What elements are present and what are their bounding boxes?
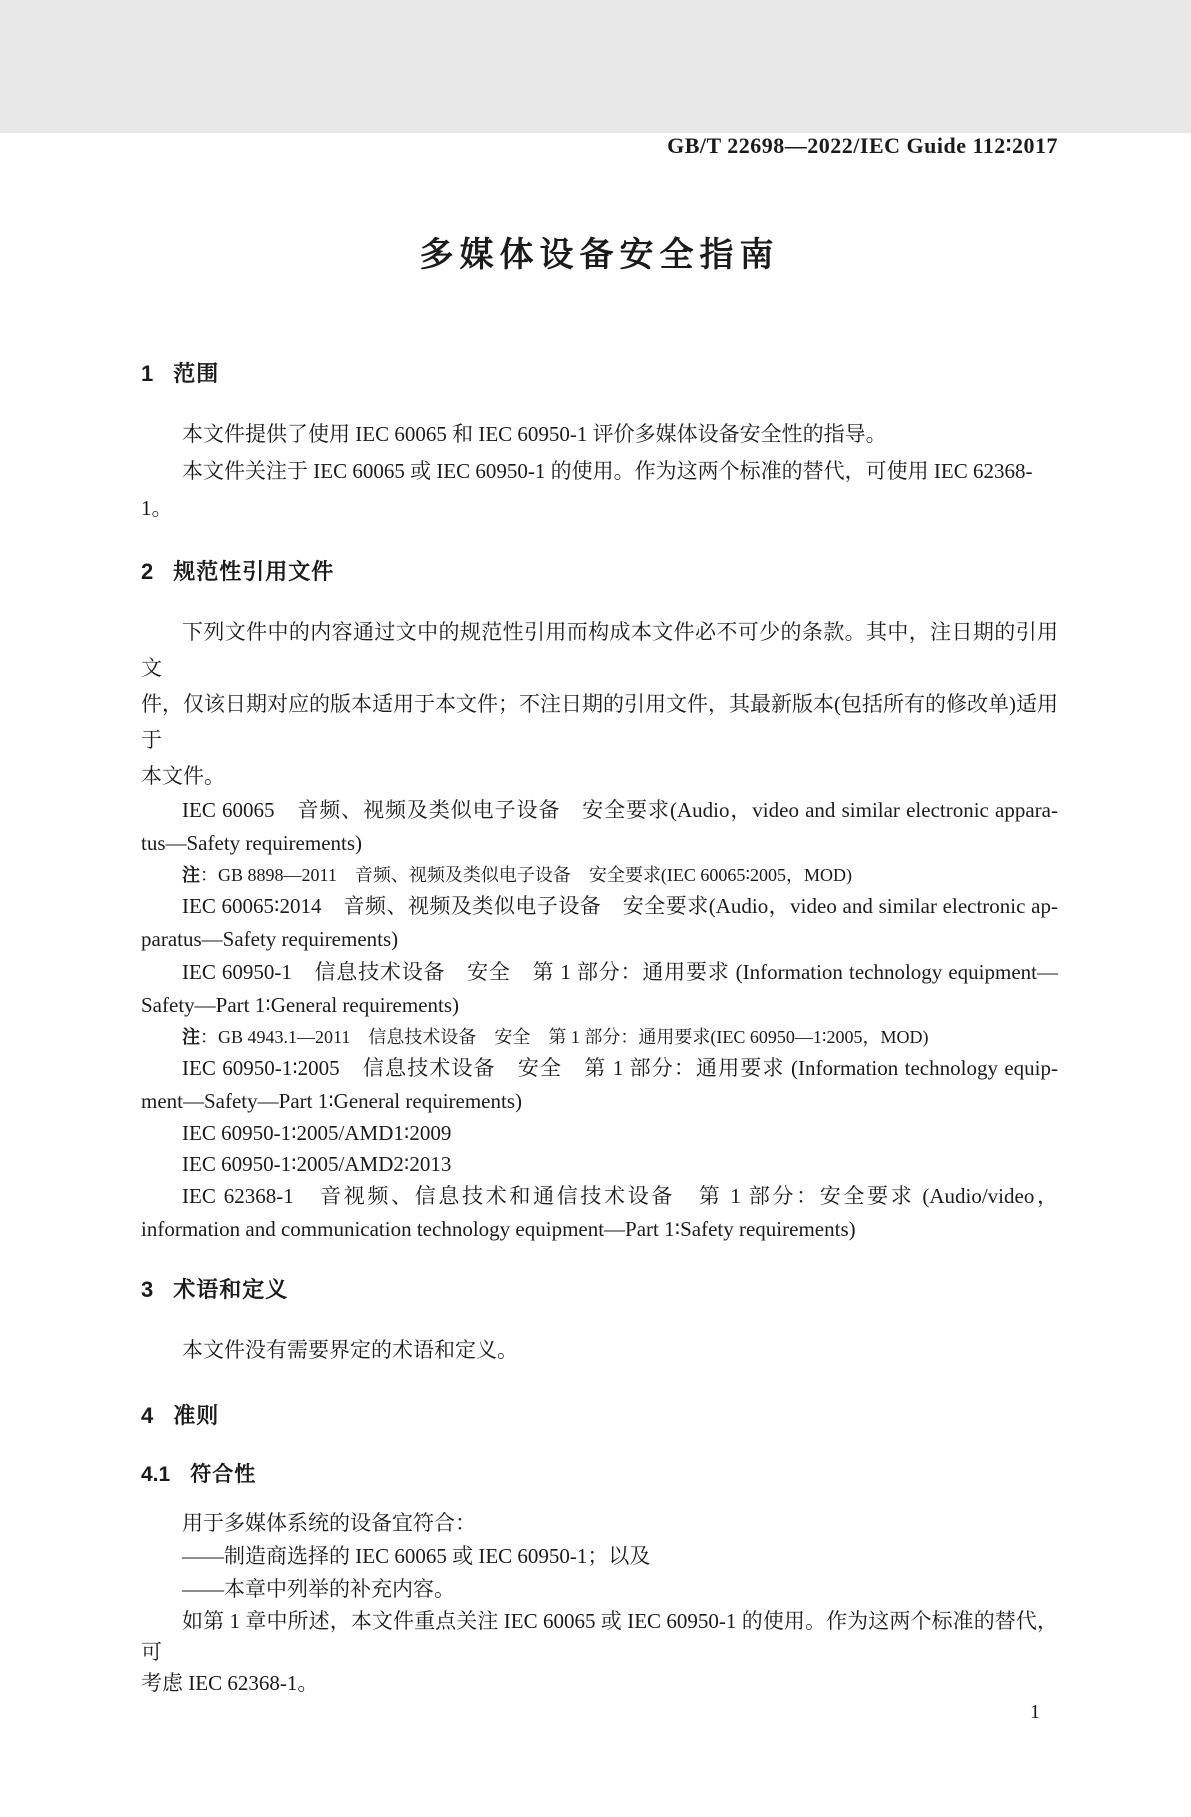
section-title: 准则 (173, 1403, 220, 1428)
reference-line: IEC 60065∶2014 音频、视频及类似电子设备 安全要求(Audio，video and similar electronic ap- (182, 894, 1058, 918)
note (141, 1022, 1058, 1052)
reference-line: IEC 60950-1∶2005 信息技术设备 安全 第 1 部分：通用要求 (Information technology equip- (182, 1056, 1058, 1080)
reference-line: tus—Safety requirements) (141, 831, 363, 855)
section-number: 3 (141, 1277, 154, 1302)
reference-line: IEC 60950-1∶2005/AMD1∶2009 (182, 1121, 452, 1145)
section-title: 范围 (173, 361, 220, 386)
reference-line: information and communication technology equipment—Part 1∶Safety requirements) (141, 1217, 856, 1241)
section-number: 1 (141, 361, 154, 386)
paragraph: 用于多媒体系统的设备宜符合： (182, 1511, 476, 1535)
reference-line: IEC 60950-1 信息技术设备 安全 第 1 部分：通用要求 (Information technology equipment— (182, 960, 1058, 984)
reference-line: Safety—Part 1∶General requirements) (141, 993, 460, 1017)
document-code: GB/T 22698—2022/IEC Guide 112∶2017 (667, 133, 1058, 158)
reference-line: paratus—Safety requirements) (141, 927, 399, 951)
paragraph-line: 本文件。 (141, 764, 225, 788)
section-title: 规范性引用文件 (173, 559, 335, 584)
paragraph-line: 如第 1 章中所述，本文件重点关注 IEC 60065 或 IEC 60950-1 的使用。作为这两个标准的替代，可 (141, 1609, 1058, 1664)
section-3-heading (141, 1275, 1058, 1305)
section-number: 4 (141, 1403, 154, 1428)
paragraph-line: 考虑 IEC 62368-1。 (141, 1671, 319, 1695)
reference-line: IEC 60950-1∶2005/AMD2∶2013 (182, 1152, 452, 1176)
note-label: 注 (182, 1027, 200, 1047)
reference-line: IEC 60065 音频、视频及类似电子设备 安全要求(Audio，video and similar electronic appara- (182, 798, 1058, 822)
note-text: ：GB 4943.1—2011 信息技术设备 安全 第 1 部分：通用要求(IEC 60950—1∶2005，MOD) (200, 1027, 929, 1047)
section-4-heading (141, 1401, 1058, 1431)
section-4-1-heading (141, 1461, 1058, 1489)
paragraph: 本文件提供了使用 IEC 60065 和 IEC 60950-1 评价多媒体设备安全性的指导。 (182, 422, 887, 446)
reference-line: ment—Safety—Part 1∶General requirements) (141, 1089, 523, 1113)
section-2-heading (141, 557, 1058, 587)
page-title: 多媒体设备安全指南 (419, 236, 780, 274)
section-number: 4.1 (141, 1463, 171, 1486)
section-title: 术语和定义 (173, 1277, 289, 1302)
paragraph: 本文件关注于 IEC 60065 或 IEC 60950-1 的使用。作为这两个标准的替代，可使用 IEC 62368-1。 (141, 459, 1033, 520)
note-text: ：GB 8898—2011 音频、视频及类似电子设备 安全要求(IEC 60065∶2005，MOD) (200, 865, 853, 885)
note-label: 注 (182, 865, 200, 885)
section-1-heading (141, 359, 1058, 389)
standard-document-page (0, 133, 1191, 1817)
section-number: 2 (141, 559, 154, 584)
paragraph-line: 件，仅该日期对应的版本适用于本文件；不注日期的引用文件，其最新版本(包括所有的修改单)适用于 (141, 692, 1058, 752)
reference-line: IEC 62368-1 音视频、信息技术和通信技术设备 第 1 部分：安全要求 (Audio/video， (182, 1184, 1058, 1208)
paragraph: 本文件没有需要界定的术语和定义。 (182, 1338, 518, 1362)
note (141, 860, 1058, 890)
section-title: 符合性 (190, 1463, 257, 1486)
page-number: 1 (1030, 1701, 1040, 1723)
list-item: ——制造商选择的 IEC 60065 或 IEC 60950-1；以及 (182, 1544, 651, 1568)
paragraph-line: 下列文件中的内容通过文中的规范性引用而构成本文件必不可少的条款。其中，注日期的引用文 (141, 620, 1058, 680)
list-item: ——本章中列举的补充内容。 (182, 1577, 455, 1601)
